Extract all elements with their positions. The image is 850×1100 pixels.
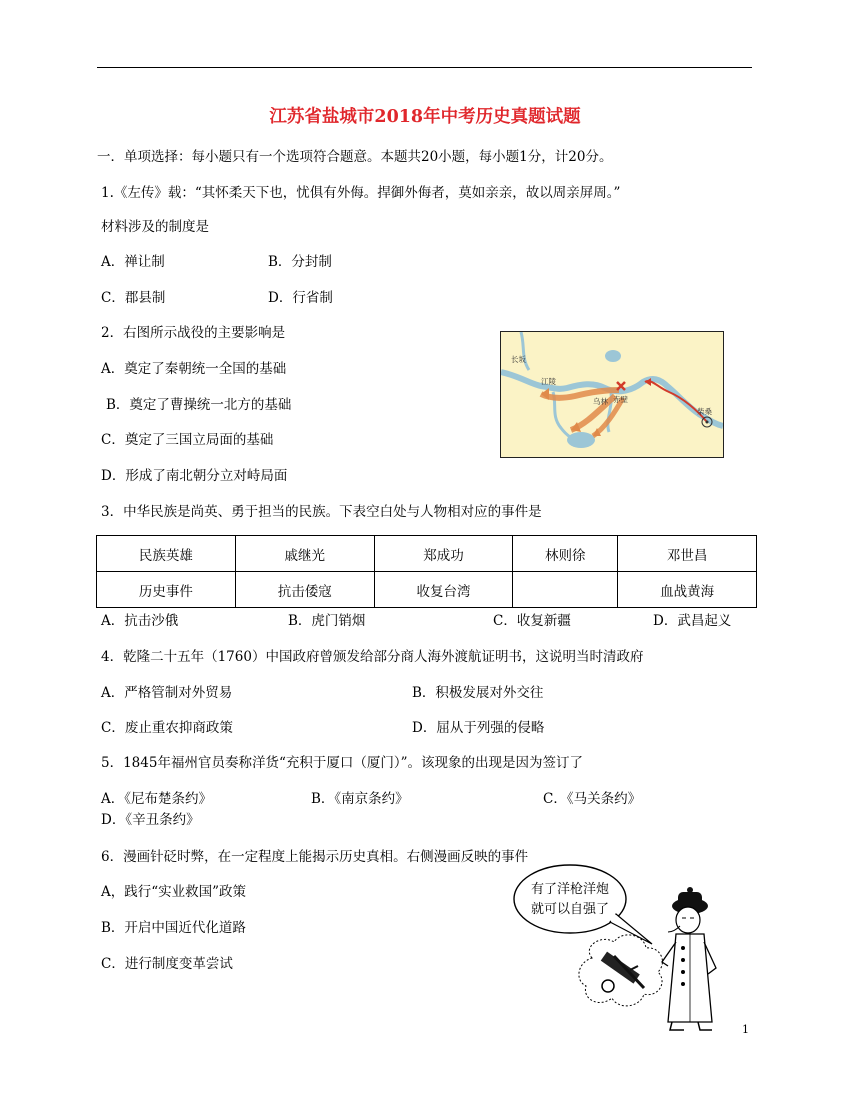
section-instructions: 一．单项选择：每小题只有一个选项符合题意。本题共20小题，每小题1分，计20分。 bbox=[97, 149, 613, 165]
battle-map bbox=[500, 331, 724, 458]
q1-stem-2: 材料涉及的制度是 bbox=[101, 219, 209, 235]
q4-stem: 4．乾隆二十五年（1760）中国政府曾颁发给部分商人海外渡航证明书，这说明当时清政府 bbox=[101, 649, 644, 665]
q2-option-d: D．形成了南北朝分立对峙局面 bbox=[101, 468, 288, 484]
q5-option-d: D．《辛丑条约》 bbox=[101, 812, 200, 828]
table-cell: 民族英雄 bbox=[97, 536, 236, 572]
table-cell: 戚继光 bbox=[235, 536, 374, 572]
battle-map-graphic bbox=[501, 332, 723, 457]
table-row bbox=[97, 536, 757, 572]
q2-option-a: A．奠定了秦朝统一全国的基础 bbox=[101, 361, 287, 377]
q6-option-b: B．开启中国近代化道路 bbox=[101, 920, 246, 936]
table-row bbox=[97, 572, 757, 608]
bubble-text-line1: 有了洋枪洋炮 bbox=[530, 882, 610, 897]
cartoon-graphic bbox=[512, 862, 737, 1037]
q3-stem: 3．中华民族是尚英、勇于担当的民族。下表空白处与人物相对应的事件是 bbox=[101, 504, 542, 520]
q6-option-a: A，践行“实业救国”政策 bbox=[101, 884, 247, 900]
table-cell: 抗击倭寇 bbox=[235, 572, 374, 608]
q6-option-c: C．进行制度变革尝试 bbox=[101, 956, 233, 972]
q4-option-c: C．废止重农抑商政策 bbox=[101, 720, 233, 736]
q4-option-d: D．屈从于列强的侵略 bbox=[412, 720, 545, 736]
q2-option-b: B．奠定了曹操统一北方的基础 bbox=[106, 397, 292, 413]
q1-option-c: C．郡县制 bbox=[101, 290, 166, 306]
table-cell: 郑成功 bbox=[374, 536, 513, 572]
q1-option-d: D．行省制 bbox=[268, 290, 333, 306]
q6-stem: 6．漫画针砭时弊，在一定程度上能揭示历史真相。右侧漫画反映的事件 bbox=[101, 849, 529, 865]
q2-option-c: C．奠定了三国立局面的基础 bbox=[101, 432, 274, 448]
table-cell: 血战黄海 bbox=[618, 572, 757, 608]
header-rule bbox=[97, 67, 752, 68]
q1-option-b: B．分封制 bbox=[268, 254, 332, 270]
q2-stem: 2．右图所示战役的主要影响是 bbox=[101, 325, 286, 341]
q5-stem: 5．1845年福州官员奏称洋货“充积于厦口（厦门）”。该现象的出现是因为签订了 bbox=[101, 755, 583, 771]
page-title: 江苏省盐城市2018年中考历史真题试题 bbox=[269, 107, 581, 127]
table-cell: 林则徐 bbox=[513, 536, 618, 572]
q5-option-c: C．《马关条约》 bbox=[543, 791, 642, 807]
map-label-chibi: 赤壁 bbox=[613, 395, 628, 404]
q3-option-c: C．收复新疆 bbox=[493, 613, 571, 629]
map-label-wulin: 乌林 bbox=[593, 397, 608, 406]
map-label-jiangling: 江陵 bbox=[541, 377, 556, 386]
q1-stem: 1.《左传》载：“其怀柔天下也，忧俱有外侮。捍御外侮者，莫如亲亲，故以周亲屏周。” bbox=[101, 185, 621, 201]
map-label-chaisang: 柴桑 bbox=[697, 407, 712, 416]
q4-option-b: B．积极发展对外交往 bbox=[412, 685, 544, 701]
table-cell: 历史事件 bbox=[97, 572, 236, 608]
q1-option-a: A．禅让制 bbox=[101, 254, 165, 270]
q3-table bbox=[96, 535, 757, 608]
q5-option-a: A．《尼布楚条约》 bbox=[101, 791, 212, 807]
q5-option-b: B．《南京条约》 bbox=[311, 791, 409, 807]
table-cell-blank bbox=[513, 572, 618, 608]
map-label-changban: 长坂 bbox=[511, 355, 526, 364]
q4-option-a: A．严格管制对外贸易 bbox=[101, 685, 233, 701]
q3-option-d: D．武昌起义 bbox=[653, 613, 732, 629]
bubble-text-line2: 就可以自强了 bbox=[530, 902, 610, 917]
page-number: 1 bbox=[742, 1023, 749, 1036]
q3-option-a: A．抗击沙俄 bbox=[101, 613, 179, 629]
table-cell: 收复台湾 bbox=[374, 572, 513, 608]
table-cell: 邓世昌 bbox=[618, 536, 757, 572]
q3-option-b: B．虎门销烟 bbox=[288, 613, 366, 629]
cartoon-illustration bbox=[512, 862, 737, 1037]
